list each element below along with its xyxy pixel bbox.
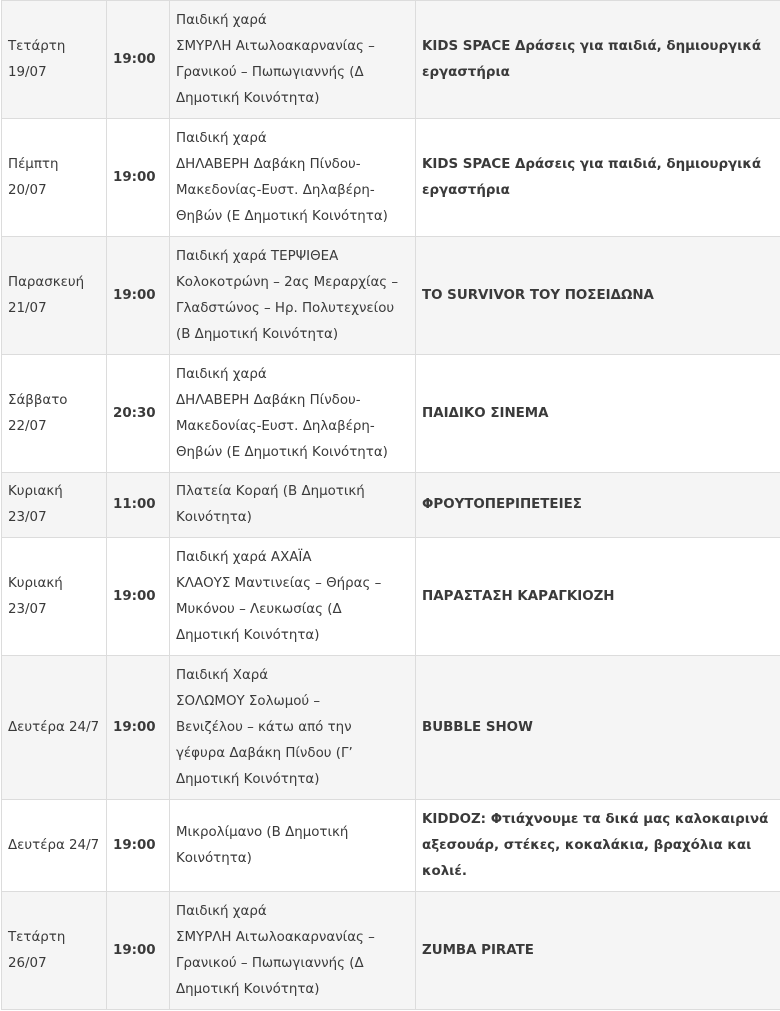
venue-line: γέφυρα Δαβάκη Πίνδου (Γ’ (176, 745, 353, 761)
date-text: 26/07 (8, 955, 47, 971)
date-cell (2, 892, 107, 1010)
event-line: BUBBLE SHOW (422, 719, 533, 735)
date-cell (2, 355, 107, 473)
day-text: Κυριακή (8, 484, 63, 499)
day-text: Δευτέρα 24/7 (8, 719, 100, 735)
venue-line: Δημοτική Κοινότητα) (176, 771, 320, 787)
date-text: 22/07 (8, 418, 47, 434)
venue-line: (Β Δημοτική Κοινότητα) (176, 326, 339, 342)
venue-line: Παιδική χαρά (176, 903, 267, 919)
table-row (2, 119, 780, 237)
day-text: Παρασκευή (8, 274, 85, 290)
venue-line: ΣΜΥΡΛΗ Αιτωλοακαρνανίας – (176, 38, 375, 54)
date-text: 19/07 (8, 64, 47, 80)
table-row (2, 1, 780, 119)
event-line: αξεσουάρ, στέκες, κοκαλάκια, βραχόλια και (422, 837, 752, 853)
venue-line: Γρανικού – Πωπωγιαννής (Δ (176, 64, 364, 80)
venue-line: Θηβών (Ε Δημοτική Κοινότητα) (176, 208, 388, 224)
event-line: κολιέ. (422, 863, 467, 879)
event-line: ΠΑΙΔΙΚΟ ΣΙΝΕΜΑ (422, 405, 549, 421)
venue-line: Δημοτική Κοινότητα) (176, 627, 320, 643)
event-line: ΦΡΟΥΤΟΠΕΡΙΠΕΤΕΙΕΣ (422, 497, 582, 512)
date-cell (2, 800, 107, 892)
venue-line: Μακεδονίας-Ευστ. Δηλαβέρη- (176, 182, 375, 198)
venue-line: Κολοκοτρώνη – 2ας Μεραρχίας – (176, 274, 399, 290)
day-text: Δευτέρα 24/7 (8, 837, 100, 853)
event-line: ΠΑΡΑΣΤΑΣΗ ΚΑΡΑΓΚΙΟΖΗ (422, 588, 615, 604)
event-cell (416, 1, 780, 119)
table-row (2, 656, 780, 800)
venue-line: Παιδική χαρά ΑΧΑΪΑ (176, 549, 312, 565)
event-cell (416, 355, 780, 473)
time-cell: 19:00 (107, 656, 170, 800)
venue-line: Κοινότητα) (176, 850, 252, 866)
table-row (2, 355, 780, 473)
venue-line: Πλατεία Κοραή (Β Δημοτική (176, 484, 365, 499)
date-cell (2, 473, 107, 538)
date-text: 20/07 (8, 182, 47, 198)
time-cell: 20:30 (107, 355, 170, 473)
table-row (2, 473, 780, 538)
schedule-table (1, 0, 780, 1010)
event-line: εργαστήρια (422, 64, 510, 80)
event-line: εργαστήρια (422, 182, 510, 198)
venue-line: Γλαδστώνος – Ηρ. Πολυτεχνείου (176, 300, 395, 316)
event-cell (416, 473, 780, 538)
venue-cell (170, 119, 416, 237)
venue-line: ΔΗΛΑΒΕΡΗ Δαβάκη Πίνδου- (176, 156, 361, 172)
time-cell: 19:00 (107, 1, 170, 119)
event-cell (416, 538, 780, 656)
table-row (2, 800, 780, 892)
date-text: 21/07 (8, 300, 47, 316)
venue-line: Παιδική χαρά (176, 130, 267, 146)
date-cell (2, 119, 107, 237)
venue-cell (170, 538, 416, 656)
event-line: ΤΟ SURVIVOR ΤΟΥ ΠΟΣΕΙΔΩΝΑ (422, 287, 654, 303)
event-line: KIDS SPACE Δράσεις για παιδιά, δημιουργικά (422, 156, 762, 172)
table-row (2, 538, 780, 656)
venue-line: Δημοτική Κοινότητα) (176, 981, 320, 997)
venue-line: Παιδική Χαρά (176, 667, 269, 683)
event-line: KIDDOZ: Φτιάχνουμε τα δικά μας καλοκαιρινά (422, 811, 769, 827)
venue-line: Κοινότητα) (176, 510, 252, 525)
time-cell: 19:00 (107, 119, 170, 237)
venue-line: Γρανικού – Πωπωγιαννής (Δ (176, 955, 364, 971)
venue-line: Παιδική χαρά (176, 366, 267, 382)
venue-cell (170, 473, 416, 538)
day-text: Κυριακή (8, 575, 63, 591)
date-cell (2, 237, 107, 355)
time-cell: 19:00 (107, 892, 170, 1010)
venue-cell (170, 800, 416, 892)
date-cell (2, 1, 107, 119)
venue-cell (170, 355, 416, 473)
venue-cell (170, 237, 416, 355)
time-cell: 19:00 (107, 538, 170, 656)
date-cell (2, 656, 107, 800)
venue-line: ΔΗΛΑΒΕΡΗ Δαβάκη Πίνδου- (176, 392, 361, 408)
event-cell (416, 119, 780, 237)
date-text: 23/07 (8, 510, 47, 525)
event-line: ZUMBA PIRATE (422, 942, 534, 958)
event-cell (416, 892, 780, 1010)
day-text: Σάββατο (8, 392, 68, 408)
time-cell: 11:00 (107, 473, 170, 538)
venue-cell (170, 1, 416, 119)
venue-line: Μικρολίμανο (Β Δημοτική (176, 824, 349, 840)
venue-cell (170, 892, 416, 1010)
venue-line: Παιδική χαρά ΤΕΡΨΙΘΕΑ (176, 248, 339, 264)
table-row (2, 892, 780, 1010)
day-text: Τετάρτη (8, 38, 66, 54)
venue-line: ΚΛΑΟΥΣ Μαντινείας – Θήρας – (176, 575, 382, 591)
time-cell: 19:00 (107, 237, 170, 355)
venue-line: ΣΜΥΡΛΗ Αιτωλοακαρνανίας – (176, 929, 375, 945)
event-line: KIDS SPACE Δράσεις για παιδιά, δημιουργικά (422, 38, 762, 54)
event-cell (416, 800, 780, 892)
venue-line: Θηβών (Ε Δημοτική Κοινότητα) (176, 444, 388, 460)
event-cell (416, 656, 780, 800)
date-text: 23/07 (8, 601, 47, 617)
table-row (2, 237, 780, 355)
venue-line: Μακεδονίας-Ευστ. Δηλαβέρη- (176, 418, 375, 434)
venue-line: Παιδική χαρά (176, 12, 267, 28)
event-cell (416, 237, 780, 355)
date-cell (2, 538, 107, 656)
venue-line: Δημοτική Κοινότητα) (176, 90, 320, 106)
venue-line: Βενιζέλου – κάτω από την (176, 719, 352, 735)
venue-cell (170, 656, 416, 800)
venue-line: ΣΟΛΩΜΟΥ Σολωμού – (176, 693, 321, 709)
time-cell: 19:00 (107, 800, 170, 892)
schedule-body (2, 1, 780, 1010)
day-text: Πέμπτη (8, 156, 59, 172)
venue-line: Μυκόνου – Λευκωσίας (Δ (176, 601, 342, 617)
day-text: Τετάρτη (8, 929, 66, 945)
